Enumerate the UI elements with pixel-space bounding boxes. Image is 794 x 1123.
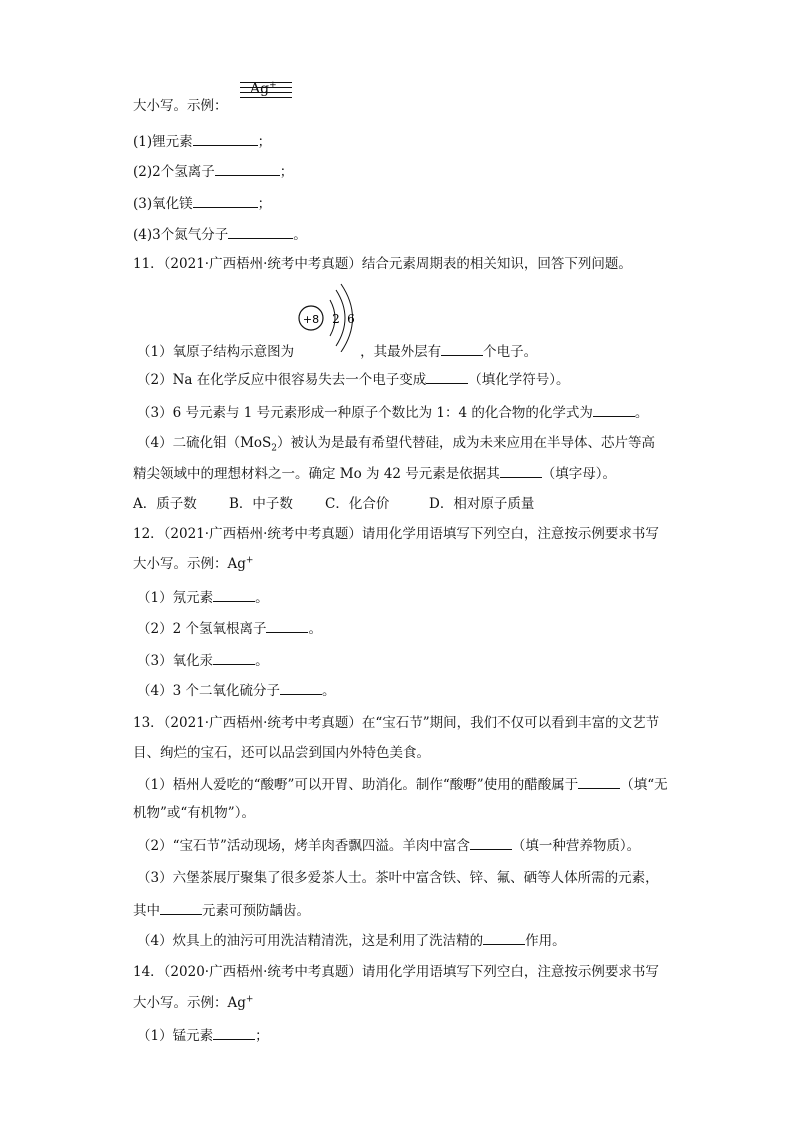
- q11-part-4: （4）二硫化钼（MoS$_2$）被认为是最有希望代替硅，成为未来应用在半导体、芯片等高: [137, 435, 656, 454]
- answer-blank[interactable]: [593, 403, 635, 417]
- q12-item-2: （2）2 个氢氧根离子 。: [137, 621, 322, 637]
- shell1-electrons: 2: [332, 312, 340, 326]
- answer-blank[interactable]: [426, 370, 468, 384]
- answer-blank[interactable]: [213, 588, 255, 602]
- q12-item-4: （4）3 个二氧化硫分子 。: [137, 683, 336, 699]
- q12-item-1: （1）氖元素 。: [137, 590, 269, 606]
- q11-title: 11．（2021·广西梧州·统考中考真题）结合元素周期表的相关知识，回答下列问题。: [133, 256, 632, 272]
- q14-title-cont: 大小写。示例：Ag+: [133, 994, 254, 1011]
- q10-item-2: (2)2个氢离子 ；: [133, 164, 294, 180]
- option-a[interactable]: A．质子数: [133, 496, 197, 512]
- shell2-electrons: 6: [347, 312, 355, 326]
- example-symbol: Ag+: [250, 80, 277, 97]
- answer-blank[interactable]: [193, 132, 258, 146]
- q14-item-1: （1）锰元素 ；: [137, 1028, 269, 1044]
- q12-item-3: （3）氧化汞 。: [137, 653, 269, 669]
- answer-blank[interactable]: [483, 931, 525, 945]
- answer-blank[interactable]: [266, 619, 308, 633]
- q13-part-1: （1）梧州人爱吃的“酸嘢”可以开胃、助消化。制作“酸嘢”使用的醋酸属于 （填“无: [137, 777, 668, 793]
- q12-title-cont: 大小写。示例：Ag+: [133, 555, 254, 572]
- q10-item-4: (4)3个氮气分子 。: [133, 227, 307, 243]
- q14-title: 14．（2020·广西梧州·统考中考真题）请用化学用语填写下列空白，注意按示例要求书写: [133, 964, 659, 980]
- answer-blank[interactable]: [500, 464, 542, 478]
- q10-item-3: (3)氧化镁 ；: [133, 196, 272, 212]
- answer-blank[interactable]: [213, 1026, 255, 1040]
- q10-example-line: 大小写。示例：: [133, 98, 228, 114]
- q11-part-2: （2）Na 在化学反应中很容易失去一个电子变成 （填化学符号）。: [137, 372, 570, 388]
- q13-part-3-cont: 其中 元素可预防龋齿。: [133, 903, 310, 919]
- q11-part-4-cont: 精尖领域中的理想材料之一。确定 Mo 为 42 号元素是依据其 （填字母）。: [133, 466, 617, 482]
- q12-title: 12．（2021·广西梧州·统考中考真题）请用化学用语填写下列空白，注意按示例要求书写: [133, 526, 659, 542]
- q13-title: 13．（2021·广西梧州·统考中考真题）在“宝石节”期间，我们不仅可以看到丰富的文艺节: [133, 715, 660, 731]
- answer-blank[interactable]: [228, 225, 293, 239]
- q11-part-3: （3）6 号元素与 1 号元素形成一种原子个数比为 1：4 的化合物的化学式为 。: [137, 405, 649, 421]
- q13-title-cont: 目、绚烂的宝石，还可以品尝到国内外特色美食。: [133, 745, 430, 761]
- answer-blank[interactable]: [193, 194, 258, 208]
- q11-part-1: （1）氧原子结构示意图为 ，其最外层有 个电子。: [137, 344, 538, 360]
- nucleus-charge: +8: [302, 313, 320, 326]
- q10-item-1: (1)锂元素 ；: [133, 134, 272, 150]
- example-staff-figure: [240, 78, 292, 102]
- option-b[interactable]: B．中子数: [229, 496, 293, 512]
- q13-part-3: （3）六堡茶展厅聚集了很多爱茶人士。茶叶中富含铁、锌、氟、硒等人体所需的元素，: [137, 870, 659, 886]
- answer-blank[interactable]: [578, 775, 620, 789]
- answer-blank[interactable]: [470, 836, 512, 850]
- q13-part-4: （4）炊具上的油污可用洗洁精清洗，这是利用了洗洁精的 作用。: [137, 933, 566, 949]
- q13-part-2: （2）“宝石节”活动现场，烤羊肉香飘四溢。羊肉中富含 （填一种营养物质）。: [137, 838, 641, 854]
- answer-blank[interactable]: [160, 901, 202, 915]
- q11-options: [133, 495, 534, 513]
- answer-blank[interactable]: [441, 342, 483, 356]
- q13-part-1-cont: 机物”或“有机物”）。: [133, 805, 255, 821]
- answer-blank[interactable]: [280, 681, 322, 695]
- answer-blank[interactable]: [213, 651, 255, 665]
- option-c[interactable]: C．化合价: [325, 496, 390, 512]
- answer-blank[interactable]: [215, 162, 280, 176]
- option-d[interactable]: D．相对原子质量: [429, 496, 535, 512]
